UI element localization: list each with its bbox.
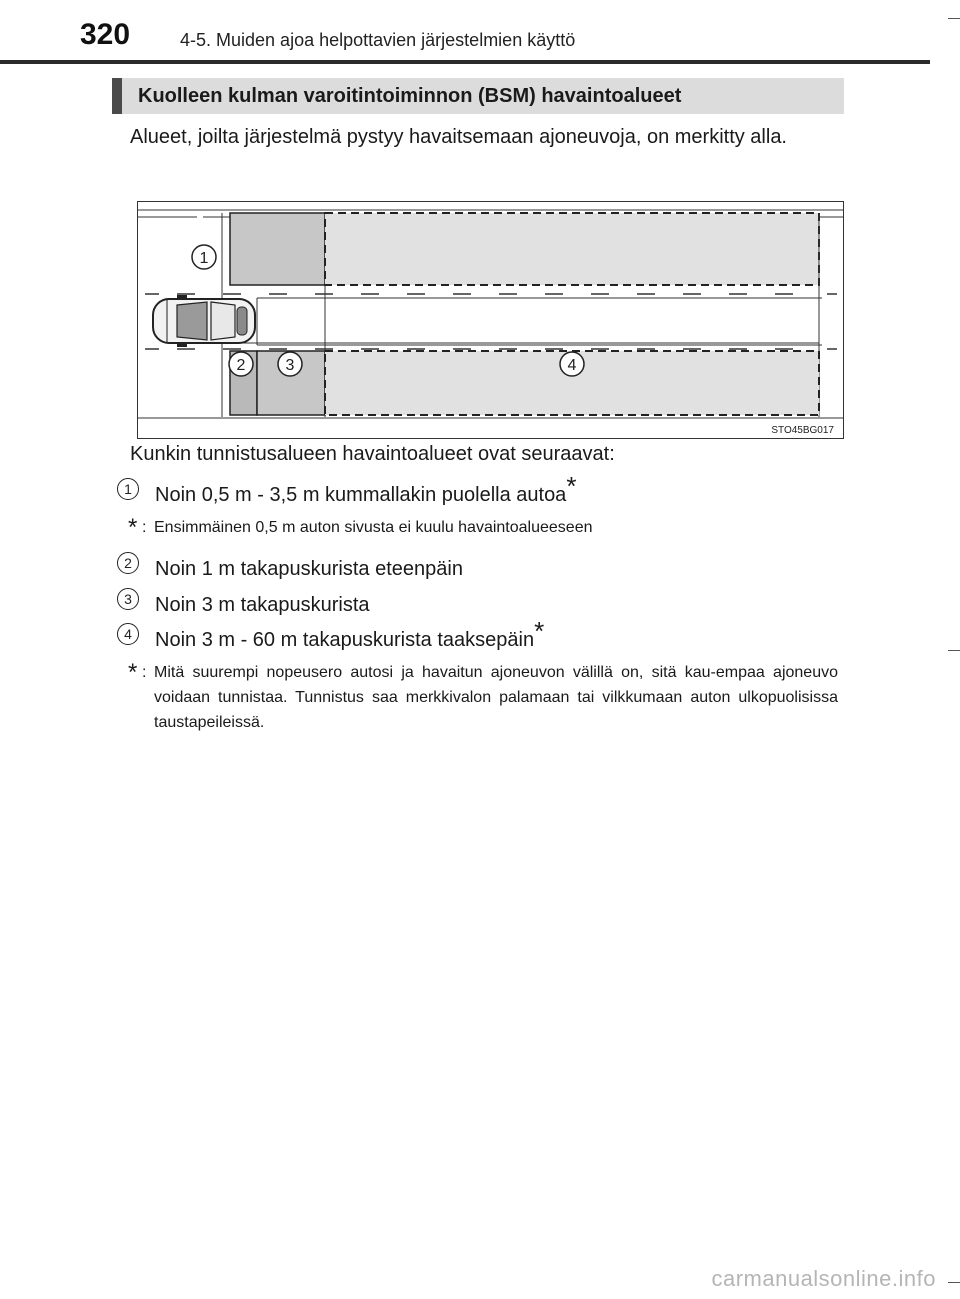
zone-1-upper-near <box>230 213 325 285</box>
bsm-detection-diagram <box>137 201 844 439</box>
figure-code: STO45BG017 <box>771 425 834 436</box>
edge-crop-mark <box>948 1282 960 1283</box>
callout-number: 1 <box>199 250 209 267</box>
footnote-star: * <box>128 514 138 541</box>
zone-number: 4 <box>117 623 139 645</box>
footnote-colon: : <box>142 664 147 681</box>
zone-number: 1 <box>117 478 139 500</box>
zone-text: Noin 0,5 m - 3,5 m kummallakin puolella autoa <box>155 484 567 506</box>
zone-number: 3 <box>117 588 139 610</box>
zones-intro: Kunkin tunnistusalueen havaintoalueet ovat seuraavat: <box>130 443 615 465</box>
page-number: 320 <box>80 18 131 51</box>
footnote-colon: : <box>142 519 147 536</box>
zone-text: Noin 3 m - 60 m takapuskurista taaksepäin <box>155 629 535 651</box>
footnote-text: Ensimmäinen 0,5 m auton sivusta ei kuulu havaintoalueeseen <box>154 519 593 536</box>
car-icon <box>153 295 255 347</box>
section-heading-bar <box>112 78 844 114</box>
section-title: Kuolleen kulman varoitintoiminnon (BSM) havaintoalueet <box>138 85 682 107</box>
section-path: 4-5. Muiden ajoa helpottavien järjestelmien käyttö <box>180 30 576 50</box>
callout-number: 3 <box>285 357 295 374</box>
header-rule <box>0 60 930 64</box>
zone-text: Noin 3 m takapuskurista <box>155 594 370 616</box>
zone-number: 2 <box>117 552 139 574</box>
edge-crop-mark <box>948 650 960 651</box>
section-intro: Alueet, joilta järjestelmä pystyy havaitsemaan ajoneuvoja, on merkitty alla. <box>130 126 787 148</box>
callout-number: 2 <box>236 357 246 374</box>
footnote-text: Mitä suurempi nopeusero autosi ja havaitun ajoneuvon välillä on, sitä kau-empaa ajoneuvo voidaan tunnistaa. Tunnistus saa merkkivalon palamaan tai vilkkumaan auton ulkopuolisissa taustapeileissä. <box>154 664 838 731</box>
edge-crop-mark <box>948 18 960 19</box>
callout-number: 4 <box>567 357 577 374</box>
watermark: carmanualsonline.info <box>711 1266 936 1291</box>
zone-text: Noin 1 m takapuskurista eteenpäin <box>155 558 463 580</box>
footnote-marker: * <box>534 616 545 646</box>
footnote-star: * <box>128 659 138 686</box>
footnote-marker: * <box>566 471 577 501</box>
zone-4-upper <box>325 213 819 285</box>
